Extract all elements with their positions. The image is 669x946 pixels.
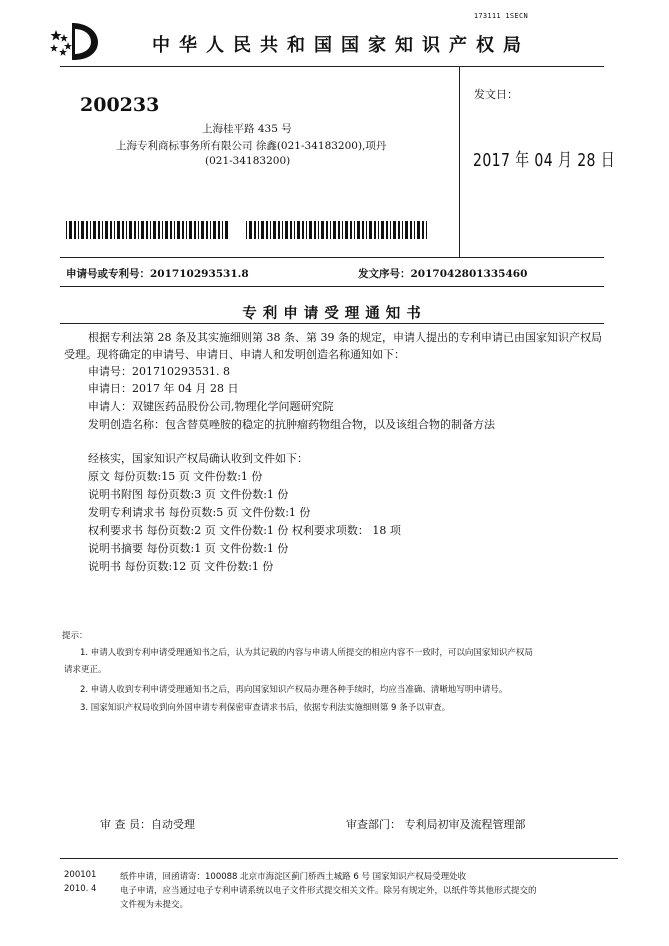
barcode-bar: [194, 221, 196, 239]
barcode-bar: [270, 221, 271, 239]
application-number-label: 申请号或专利号：: [66, 268, 150, 280]
tip-3: 3. 国家知识产权局收到向外国申请专利保密审查请求书后，依据专利法实施细则第 9 条予以审查。: [80, 703, 451, 713]
intro-line-1: 根据专利法第 28 条及其实施细则第 38 条、第 39 条的规定，申请人提出的专利申请已由国家知识产权局: [88, 331, 602, 344]
barcode-bar: [170, 221, 172, 239]
barcode-bar: [206, 221, 208, 239]
footer-electronic-notice: 电子申请，应当通过电子专利申请系统以电子文件形式提交相关文件。除另有规定外，以纸件等其他形式提交的: [120, 886, 537, 896]
barcode-bar: [426, 221, 427, 239]
barcode-bar: [338, 221, 340, 239]
barcode-bar: [345, 221, 348, 239]
file-list-item: 说明书附图 每份页数:3 页 文件份数:1 份: [88, 488, 289, 501]
file-list-item: 说明书摘要 每份页数:1 页 文件份数:1 份: [88, 542, 289, 555]
barcode-bar: [105, 221, 108, 239]
barcode-bar: [333, 221, 336, 239]
footer-mailing-address: 纸件申请，回函请寄：100088 北京市海淀区蓟门桥西土城路 6 号 国家知识产权局受理处收: [120, 872, 467, 882]
barcode-bar: [114, 221, 115, 239]
barcode-bar: [69, 221, 72, 239]
dispatch-date-label: 发文日：: [474, 88, 518, 101]
barcode-bar: [285, 221, 288, 239]
barcode-bar: [374, 221, 376, 239]
barcode-bar: [290, 221, 292, 239]
barcode-bar: [362, 221, 364, 239]
barcode-bar: [314, 221, 316, 239]
title-top-line: [60, 286, 604, 287]
barcode-bar: [246, 221, 247, 239]
barcode-bar: [225, 221, 228, 239]
barcode-right: [246, 221, 429, 239]
barcode-bar: [357, 221, 360, 239]
barcode-bar: [182, 221, 184, 239]
barcode-bar: [86, 221, 88, 239]
barcode-bar: [81, 221, 84, 239]
barcode-bar: [402, 221, 403, 239]
barcode-bar: [417, 221, 420, 239]
barcode-bar: [222, 221, 223, 239]
application-number-detail: 申请号：201710293531. 8: [88, 365, 230, 378]
barcode-bar: [266, 221, 268, 239]
agency-phone: (021-34183200): [205, 155, 291, 167]
barcode-bar: [297, 221, 300, 239]
applicant-detail: 申请人：双键医药品股份公司,物理化学问题研究院: [88, 400, 334, 413]
barcode-bar: [386, 221, 388, 239]
barcode-bar: [146, 221, 148, 239]
barcode-bar: [258, 221, 259, 239]
barcode-bar: [278, 221, 280, 239]
barcode-bar: [110, 221, 112, 239]
barcode-bar: [414, 221, 415, 239]
barcode-bar: [102, 221, 103, 239]
frame-divider-line: [459, 66, 460, 258]
barcode-bar: [410, 221, 412, 239]
barcode-bar: [177, 221, 180, 239]
file-list-item: 发明专利请求书 每份页数:5 页 文件份数:1 份: [88, 506, 311, 519]
barcode-bar: [198, 221, 199, 239]
barcode-left: [66, 221, 228, 239]
barcode-bar: [122, 221, 124, 239]
invention-title-detail: 发明创造名称：包含替莫唑胺的稳定的抗肿瘤药物组合物，以及该组合物的制备方法: [88, 418, 495, 431]
barcode-bar: [153, 221, 156, 239]
frame-bottom-line: [60, 257, 604, 258]
barcode-bar: [189, 221, 192, 239]
barcode-bar: [273, 221, 276, 239]
barcode-bar: [201, 221, 204, 239]
footer-line: [60, 858, 618, 859]
barcode-bar: [134, 221, 136, 239]
barcode-bar: [302, 221, 304, 239]
barcode-bar: [422, 221, 424, 239]
barcode-bar: [165, 221, 168, 239]
barcode-bar: [254, 221, 256, 239]
form-code: 200101: [64, 870, 97, 880]
barcode-bar: [393, 221, 396, 239]
tips-heading: 提示：: [62, 631, 88, 641]
barcode-bar: [126, 221, 127, 239]
barcode-bar: [398, 221, 400, 239]
title-bottom-line: [60, 323, 604, 324]
frame-top-line: [60, 66, 604, 67]
barcode-bar: [318, 221, 319, 239]
dispatch-number-label: 发文序号：: [358, 268, 411, 280]
examination-department: 审查部门： 专利局初审及流程管理部: [346, 818, 526, 831]
barcode-bar: [117, 221, 120, 239]
barcode-bar: [158, 221, 160, 239]
barcode-bar: [90, 221, 91, 239]
barcode-bar: [78, 221, 79, 239]
barcode-bar: [162, 221, 163, 239]
barcode-bar: [174, 221, 175, 239]
tip-1: 1. 申请人收到专利申请受理通知书之后，认为其记载的内容与申请人所提交的相应内容不一致时，可以向国家知识产权局: [80, 648, 533, 658]
barcode-bar: [129, 221, 132, 239]
barcode-bar: [282, 221, 283, 239]
barcode-bar: [306, 221, 307, 239]
examiner: 审 查 员：自动受理: [100, 818, 195, 831]
barcode-bar: [98, 221, 100, 239]
barcode-bar: [186, 221, 187, 239]
barcode-bar: [381, 221, 384, 239]
barcode-bar: [309, 221, 312, 239]
verification-statement: 经核实，国家知识产权局确认收到文件如下：: [88, 452, 308, 465]
barcode-bar: [93, 221, 96, 239]
barcode-bar: [390, 221, 391, 239]
footer-electronic-notice-continued: 文件视为未提交。: [120, 900, 189, 910]
barcode-bar: [218, 221, 220, 239]
agency-contact: 上海专利商标事务所有限公司 徐鑫(021-34183200),项丹: [116, 140, 387, 152]
barcode-bar: [261, 221, 264, 239]
barcode-bar: [66, 221, 67, 239]
postcode: 200233: [80, 94, 160, 116]
dispatch-number: 2017042801335460: [410, 268, 528, 280]
barcode-bar: [354, 221, 355, 239]
dispatch-number-row: [358, 266, 527, 281]
barcode-bar: [378, 221, 379, 239]
tip-1-continued: 请求更正。: [64, 665, 107, 675]
barcode-bar: [74, 221, 76, 239]
barcode-bar: [141, 221, 144, 239]
office-name: 中华人民共和国国家知识产权局: [152, 35, 530, 56]
barcode-bar: [213, 221, 216, 239]
notice-title: 专利申请受理通知书: [242, 306, 427, 322]
barcode-bar: [249, 221, 252, 239]
barcode-bar: [342, 221, 343, 239]
file-list-item: 原文 每份页数:15 页 文件份数:1 份: [88, 470, 263, 483]
barcode-bar: [405, 221, 408, 239]
file-list-item: 权利要求书 每份页数:2 页 文件份数:1 份 权利要求项数： 18 项: [88, 524, 401, 537]
barcode-bar: [294, 221, 295, 239]
office-logo-icon: [48, 20, 100, 62]
barcode-bar: [326, 221, 328, 239]
application-date-detail: 申请日：2017 年 04 月 28 日: [88, 382, 239, 395]
barcode-bar: [138, 221, 139, 239]
barcode-bar: [330, 221, 331, 239]
barcode-bar: [210, 221, 211, 239]
file-list-item: 说明书 每份页数:12 页 文件份数:1 份: [88, 560, 274, 573]
intro-line-2: 受理。现将确定的申请号、申请日、申请人和发明创造名称通知如下：: [64, 348, 405, 361]
barcode-bar: [350, 221, 352, 239]
barcode-bar: [321, 221, 324, 239]
dispatch-date: 2017 年 04 月 28 日: [473, 150, 616, 171]
address: 上海桂平路 435 号: [202, 123, 292, 135]
application-number-row: [66, 266, 249, 281]
document-id: 173111 1SECN: [473, 12, 528, 20]
form-version: 2010. 4: [64, 884, 97, 894]
barcode-bar: [366, 221, 367, 239]
tip-2: 2. 申请人收到专利申请受理通知书之后，再向国家知识产权局办理各种手续时，均应当准确、清晰地写明申请号。: [80, 685, 508, 695]
application-number: 201710293531.8: [150, 268, 249, 280]
barcode-bar: [150, 221, 151, 239]
barcode-bar: [369, 221, 372, 239]
